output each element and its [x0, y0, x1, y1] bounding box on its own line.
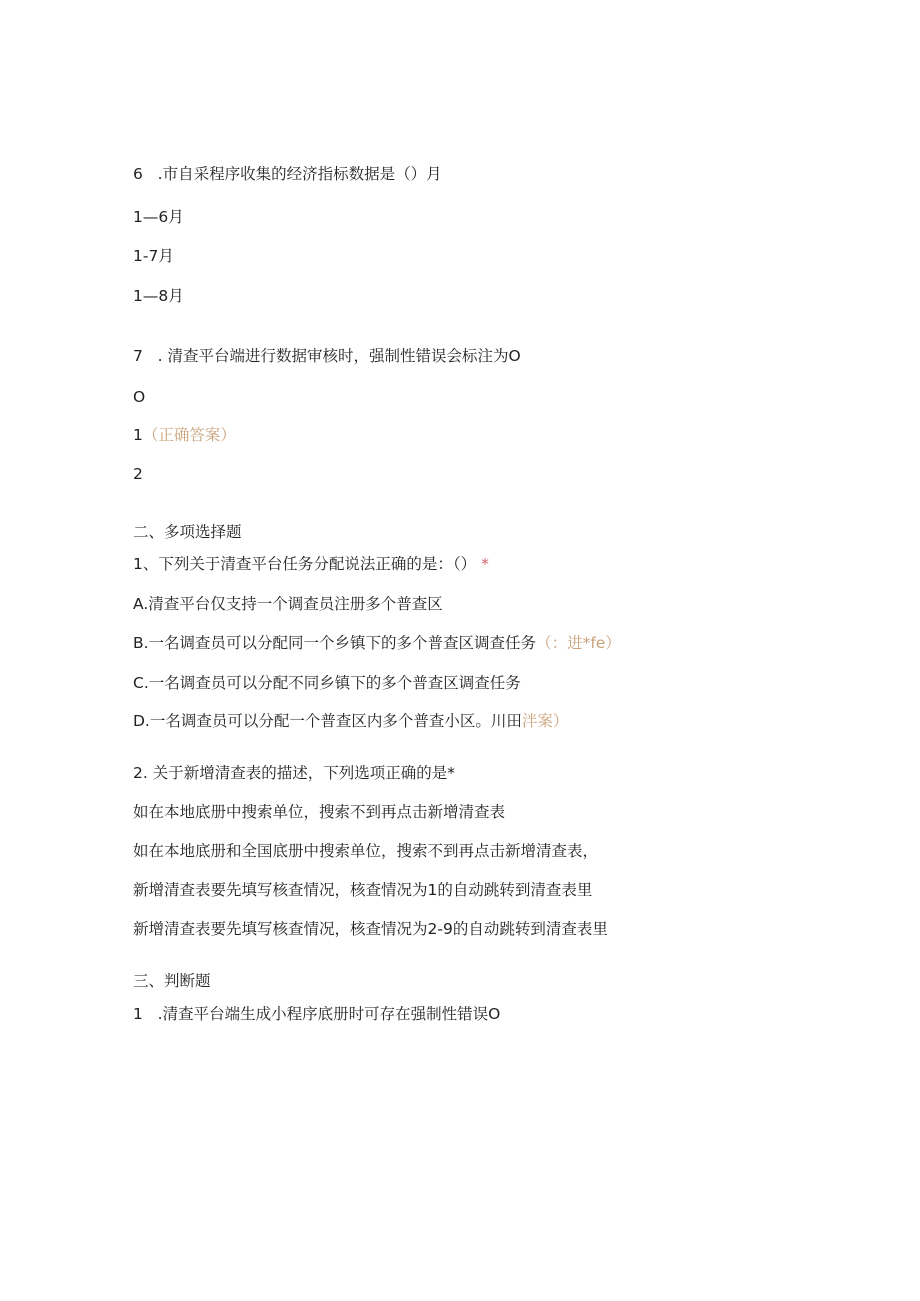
mc-q1-option-a: A.清查平台仅支持一个调查员注册多个普查区 [133, 595, 443, 613]
mc-q1-option-b-note: （：进*fe） [536, 634, 621, 652]
correct-answer-note: （正确答案） [142, 426, 236, 444]
mc-q1-option-c: C.一名调查员可以分配不同乡镇下的多个普查区调查任务 [133, 674, 521, 692]
mc-q1-option-d [133, 711, 568, 731]
question-7-text: . 清查平台端进行数据审核时，强制性错误会标注为O [157, 347, 521, 365]
mc-q2-option-1: 如在本地底册中搜索单位，搜索不到再点击新增清查表 [133, 803, 506, 821]
mc-q2-option-2: 如在本地底册和全国底册中搜索单位，搜索不到再点击新增清查表， [133, 842, 599, 860]
q7-option-2-label: 1 [133, 426, 143, 444]
q6-option-1: 1—6月 [133, 208, 184, 226]
mc-question-2: 2. 关于新增清查表的描述，下列选项正确的是* [133, 764, 455, 782]
question-6-number: 6 [133, 165, 143, 183]
tf-question-1 [133, 1004, 500, 1024]
q6-option-3: 1—8月 [133, 287, 184, 305]
mc-q1-option-b [133, 633, 621, 653]
section-2-title: 二、多项选择题 [133, 523, 242, 541]
q6-option-2: 1-7月 [133, 247, 174, 265]
q7-option-1: O [133, 388, 146, 406]
question-6-text: .市自采程序收集的经济指标数据是（）月 [157, 165, 442, 183]
section-3-title: 三、判断题 [133, 972, 211, 990]
mc-question-1 [133, 554, 489, 574]
mc-question-1-text: 1、下列关于清查平台任务分配说法正确的是：（） [133, 555, 477, 573]
q7-option-2 [133, 425, 236, 445]
q7-option-3: 2 [133, 465, 143, 483]
mc-q2-option-3: 新增清查表要先填写核查情况，核查情况为1的自动跳转到清查表里 [133, 881, 593, 899]
required-star: * [481, 555, 489, 573]
question-7-number: 7 [133, 347, 143, 365]
mc-q1-option-d-text: D.一名调查员可以分配一个普查区内多个普查小区。川田 [133, 712, 522, 730]
tf-question-1-number: 1 [133, 1005, 143, 1023]
question-7 [133, 346, 521, 366]
mc-q1-option-b-text: B.一名调查员可以分配同一个乡镇下的多个普查区调查任务 [133, 634, 537, 652]
mc-q2-option-4: 新增清查表要先填写核查情况，核查情况为2-9的自动跳转到清查表里 [133, 920, 608, 938]
tf-question-1-text: .清查平台端生成小程序底册时可存在强制性错误O [157, 1005, 501, 1023]
question-6 [133, 164, 442, 184]
mc-q1-option-d-note: 泮案） [521, 712, 569, 730]
